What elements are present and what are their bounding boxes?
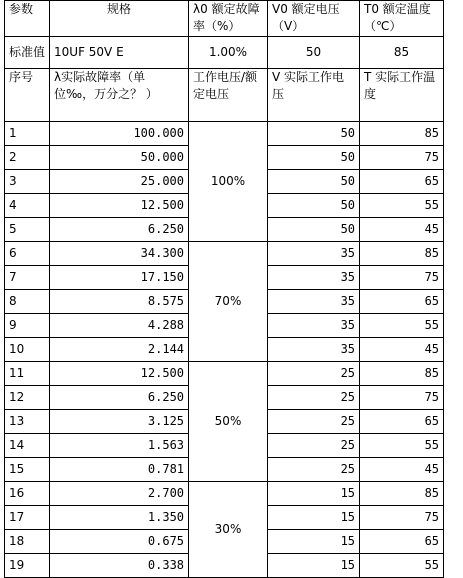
- row-actual-temperature: 45: [360, 218, 444, 242]
- row-actual-voltage: 15: [268, 506, 360, 530]
- standard-temperature: 85: [360, 37, 444, 69]
- row-actual-temperature: 65: [360, 530, 444, 554]
- row-seq: 7: [5, 266, 50, 290]
- row-actual-failure-rate: 0.675: [50, 530, 189, 554]
- row-actual-failure-rate: 0.338: [50, 554, 189, 578]
- seq-header: 序号: [5, 69, 50, 122]
- voltage-ratio-header: 工作电压/额定电压: [189, 69, 268, 122]
- row-actual-failure-rate: 6.250: [50, 218, 189, 242]
- voltage-ratio-cell: 70%: [189, 242, 268, 362]
- row-actual-failure-rate: 8.575: [50, 290, 189, 314]
- row-actual-voltage: 50: [268, 194, 360, 218]
- row-seq: 19: [5, 554, 50, 578]
- row-actual-failure-rate: 50.000: [50, 146, 189, 170]
- row-actual-voltage: 35: [268, 242, 360, 266]
- row-actual-failure-rate: 25.000: [50, 170, 189, 194]
- table-row: [5, 482, 444, 506]
- row-seq: 2: [5, 146, 50, 170]
- row-seq: 9: [5, 314, 50, 338]
- row-actual-temperature: 55: [360, 434, 444, 458]
- table-row: [5, 362, 444, 386]
- table-row: [5, 242, 444, 266]
- row-actual-temperature: 45: [360, 458, 444, 482]
- row-actual-failure-rate: 34.300: [50, 242, 189, 266]
- row-seq: 4: [5, 194, 50, 218]
- row-seq: 13: [5, 410, 50, 434]
- row-actual-temperature: 75: [360, 506, 444, 530]
- row-actual-temperature: 55: [360, 194, 444, 218]
- row-actual-temperature: 75: [360, 146, 444, 170]
- row-seq: 10: [5, 338, 50, 362]
- row-actual-failure-rate: 3.125: [50, 410, 189, 434]
- row-actual-failure-rate: 1.350: [50, 506, 189, 530]
- row-actual-temperature: 85: [360, 122, 444, 146]
- row-actual-failure-rate: 12.500: [50, 194, 189, 218]
- row-actual-temperature: 85: [360, 242, 444, 266]
- row-actual-voltage: 35: [268, 338, 360, 362]
- row-seq: 14: [5, 434, 50, 458]
- row-actual-voltage: 50: [268, 218, 360, 242]
- row-actual-temperature: 65: [360, 170, 444, 194]
- row-actual-temperature: 55: [360, 314, 444, 338]
- standard-value-row: [5, 37, 444, 69]
- header-row-parameters: [5, 1, 444, 37]
- header-row-measurements: [5, 69, 444, 122]
- row-actual-failure-rate: 1.563: [50, 434, 189, 458]
- row-seq: 1: [5, 122, 50, 146]
- row-actual-voltage: 25: [268, 362, 360, 386]
- voltage-ratio-cell: 30%: [189, 482, 268, 578]
- actual-temperature-header: T 实际工作温度: [360, 69, 444, 122]
- row-actual-voltage: 25: [268, 410, 360, 434]
- row-seq: 18: [5, 530, 50, 554]
- row-actual-failure-rate: 100.000: [50, 122, 189, 146]
- standard-voltage: 50: [268, 37, 360, 69]
- row-seq: 11: [5, 362, 50, 386]
- row-actual-voltage: 35: [268, 290, 360, 314]
- standard-value-label: 标准值: [5, 37, 50, 69]
- row-actual-temperature: 75: [360, 266, 444, 290]
- row-actual-voltage: 15: [268, 482, 360, 506]
- standard-spec: 10UF 50V E: [50, 37, 189, 69]
- spec-header: 规格: [50, 1, 189, 37]
- row-actual-temperature: 45: [360, 338, 444, 362]
- table-row: [5, 122, 444, 146]
- row-seq: 12: [5, 386, 50, 410]
- failure-rate-table: [4, 0, 444, 578]
- actual-voltage-header: V 实际工作电压: [268, 69, 360, 122]
- row-actual-failure-rate: 2.144: [50, 338, 189, 362]
- row-actual-temperature: 75: [360, 386, 444, 410]
- row-actual-voltage: 35: [268, 266, 360, 290]
- row-actual-voltage: 50: [268, 170, 360, 194]
- row-actual-temperature: 65: [360, 410, 444, 434]
- row-actual-failure-rate: 2.700: [50, 482, 189, 506]
- row-actual-voltage: 25: [268, 434, 360, 458]
- param-header: 参数: [5, 1, 50, 37]
- rated-temperature-header: T0 额定温度（℃）: [360, 1, 444, 37]
- voltage-ratio-cell: 100%: [189, 122, 268, 242]
- row-actual-failure-rate: 4.288: [50, 314, 189, 338]
- row-actual-temperature: 55: [360, 554, 444, 578]
- row-actual-temperature: 85: [360, 362, 444, 386]
- row-actual-voltage: 15: [268, 554, 360, 578]
- row-seq: 8: [5, 290, 50, 314]
- row-seq: 5: [5, 218, 50, 242]
- row-actual-temperature: 65: [360, 290, 444, 314]
- row-actual-temperature: 85: [360, 482, 444, 506]
- rated-voltage-header: V0 额定电压（V）: [268, 1, 360, 37]
- voltage-ratio-cell: 50%: [189, 362, 268, 482]
- row-actual-voltage: 50: [268, 146, 360, 170]
- row-actual-failure-rate: 12.500: [50, 362, 189, 386]
- row-actual-voltage: 15: [268, 530, 360, 554]
- row-seq: 16: [5, 482, 50, 506]
- rated-failure-rate-header: λ0 额定故障率（%）: [189, 1, 268, 37]
- row-actual-failure-rate: 17.150: [50, 266, 189, 290]
- row-actual-voltage: 35: [268, 314, 360, 338]
- actual-failure-rate-header: λ实际故障率（单位‰，万分之？ ）: [50, 69, 189, 122]
- row-seq: 6: [5, 242, 50, 266]
- row-actual-failure-rate: 6.250: [50, 386, 189, 410]
- row-actual-voltage: 50: [268, 122, 360, 146]
- row-seq: 3: [5, 170, 50, 194]
- row-seq: 17: [5, 506, 50, 530]
- row-actual-voltage: 25: [268, 386, 360, 410]
- standard-failure-rate: 1.00%: [189, 37, 268, 69]
- row-actual-failure-rate: 0.781: [50, 458, 189, 482]
- row-seq: 15: [5, 458, 50, 482]
- row-actual-voltage: 25: [268, 458, 360, 482]
